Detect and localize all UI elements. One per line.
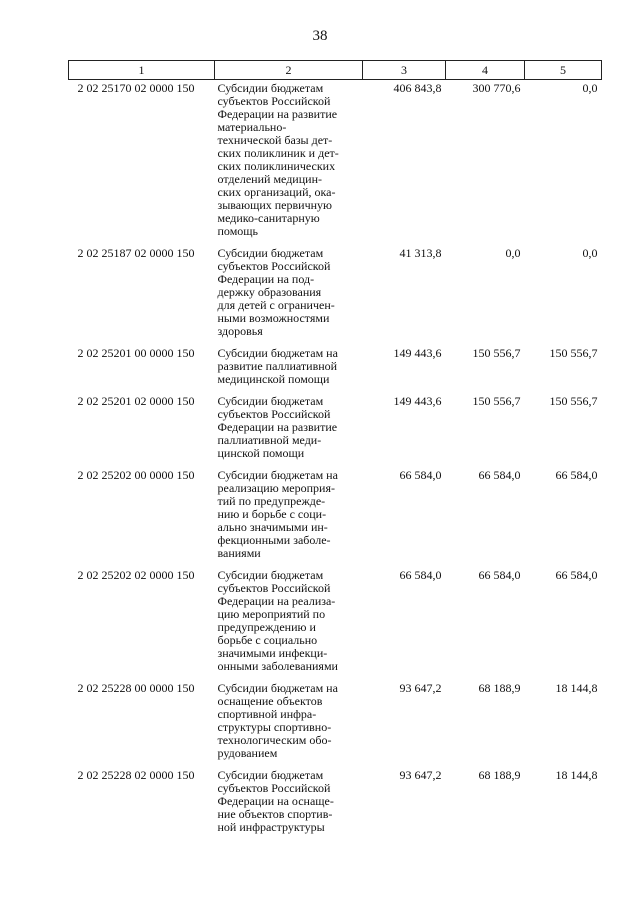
table-row (69, 769, 602, 843)
description-line: Федерации на под- (217, 272, 315, 286)
amount-col4-cell: 66 584,0 (478, 568, 521, 582)
description-line: ских организаций, ока- (217, 185, 336, 199)
description-cell (215, 80, 363, 248)
description-line: ально значимыми ин- (217, 520, 328, 534)
amount-col3-cell: 66 584,0 (399, 468, 442, 482)
column-header: 5 (525, 61, 602, 80)
amount-col4-cell: 66 584,0 (478, 468, 521, 482)
description-line: Субсидии бюджетам (217, 246, 324, 260)
description-line: технологическим обо- (217, 733, 332, 747)
table-row (69, 395, 602, 469)
description-line: технической базы дет- (217, 133, 333, 147)
description-line: Субсидии бюджетам (217, 394, 324, 408)
amount-col3-cell: 66 584,0 (399, 568, 442, 582)
column-header: 3 (363, 61, 446, 80)
description-line: нию и борьбе с соци- (217, 507, 327, 521)
description-line: Федерации на развитие (217, 107, 338, 121)
table-row (69, 569, 602, 682)
description-line: оснащение объектов (217, 694, 323, 708)
description-cell (215, 569, 363, 682)
amount-col3-cell: 149 443,6 (393, 346, 442, 360)
description-cell (215, 395, 363, 469)
description-line: цию мероприятий по (217, 607, 326, 621)
amount-col3-cell: 406 843,8 (393, 81, 442, 95)
description-line: ских поликлинических (217, 159, 336, 173)
budget-code-cell: 2 02 25170 02 0000 150 (77, 81, 195, 95)
budget-code-cell: 2 02 25202 02 0000 150 (77, 568, 195, 582)
column-header: 1 (69, 61, 215, 80)
table-body (69, 80, 602, 844)
description-line: Субсидии бюджетам (217, 768, 324, 782)
description-line: зывающих первичную (217, 198, 333, 212)
amount-col5-cell: 18 144,8 (555, 681, 598, 695)
description-line: субъектов Российской (217, 259, 331, 273)
column-header: 2 (215, 61, 363, 80)
amount-col4-cell: 150 556,7 (472, 394, 521, 408)
amount-col5-cell: 66 584,0 (555, 468, 598, 482)
description-line: реализацию мероприя- (217, 481, 335, 495)
table-row (69, 80, 602, 248)
description-line: ваниями (217, 546, 261, 560)
description-line: развитие паллиативной (217, 359, 338, 373)
description-line: рудованием (217, 746, 278, 760)
amount-col5-cell: 18 144,8 (555, 768, 598, 782)
amount-col5-cell: 150 556,7 (549, 394, 598, 408)
description-line: медицинской помощи (217, 372, 330, 386)
budget-code-cell: 2 02 25202 00 0000 150 (77, 468, 195, 482)
table-row (69, 247, 602, 347)
description-line: отделений медицин- (217, 172, 322, 186)
description-line: Субсидии бюджетам на (217, 346, 338, 360)
amount-col4-cell: 68 188,9 (478, 681, 521, 695)
description-line: борьбе с социально (217, 633, 318, 647)
amount-col5-cell: 0,0 (582, 81, 598, 95)
description-line: Субсидии бюджетам на (217, 681, 338, 695)
amount-col3-cell: 41 313,8 (399, 246, 442, 260)
amount-col3-cell: 93 647,2 (399, 768, 442, 782)
description-cell (215, 347, 363, 395)
description-line: онными заболеваниями (217, 659, 338, 673)
budget-table (68, 60, 601, 843)
description-line: тий по предупрежде- (217, 494, 326, 508)
description-line: фекционными заболе- (217, 533, 331, 547)
description-cell (215, 247, 363, 347)
description-line: спортивной инфра- (217, 707, 317, 721)
description-line: для детей с ограничен- (217, 298, 335, 312)
description-line: здоровья (217, 324, 263, 338)
description-line: предупреждению и (217, 620, 316, 634)
amount-col4-cell: 68 188,9 (478, 768, 521, 782)
description-line: субъектов Российской (217, 407, 331, 421)
description-line: Субсидии бюджетам на (217, 468, 338, 482)
amount-col4-cell: 300 770,6 (472, 81, 521, 95)
budget-code-cell: 2 02 25228 02 0000 150 (77, 768, 195, 782)
table-row (69, 469, 602, 569)
description-line: держку образования (217, 285, 322, 299)
description-line: ских поликлиник и дет- (217, 146, 339, 160)
description-line: Субсидии бюджетам (217, 568, 324, 582)
description-line: цинской помощи (217, 446, 305, 460)
column-header: 4 (446, 61, 525, 80)
description-line: ние объектов спортив- (217, 807, 333, 821)
description-line: субъектов Российской (217, 581, 331, 595)
description-cell (215, 682, 363, 769)
budget-code-cell: 2 02 25201 02 0000 150 (77, 394, 195, 408)
description-line: структуры спортивно- (217, 720, 332, 734)
table-header-row (69, 61, 602, 80)
amount-col3-cell: 149 443,6 (393, 394, 442, 408)
description-cell (215, 469, 363, 569)
description-line: помощь (217, 224, 258, 238)
table-row (69, 682, 602, 769)
description-line: ными возможностями (217, 311, 330, 325)
amount-col4-cell: 0,0 (505, 246, 521, 260)
description-line: материально- (217, 120, 287, 134)
table-row (69, 347, 602, 395)
description-line: Федерации на оснаще- (217, 794, 334, 808)
description-line: медико-санитарную (217, 211, 320, 225)
amount-col5-cell: 66 584,0 (555, 568, 598, 582)
description-line: паллиативной меди- (217, 433, 322, 447)
amount-col5-cell: 150 556,7 (549, 346, 598, 360)
amount-col5-cell: 0,0 (582, 246, 598, 260)
budget-code-cell: 2 02 25201 00 0000 150 (77, 346, 195, 360)
description-line: Федерации на развитие (217, 420, 338, 434)
budget-code-cell: 2 02 25187 02 0000 150 (77, 246, 195, 260)
description-line: субъектов Российской (217, 781, 331, 795)
description-line: значимыми инфекци- (217, 646, 328, 660)
description-line: Субсидии бюджетам (217, 81, 324, 95)
description-line: субъектов Российской (217, 94, 331, 108)
page-number: 38 (312, 28, 328, 44)
description-line: ной инфраструктуры (217, 820, 325, 834)
budget-code-cell: 2 02 25228 00 0000 150 (77, 681, 195, 695)
description-cell (215, 769, 363, 843)
description-line: Федерации на реализа- (217, 594, 336, 608)
amount-col3-cell: 93 647,2 (399, 681, 442, 695)
amount-col4-cell: 150 556,7 (472, 346, 521, 360)
